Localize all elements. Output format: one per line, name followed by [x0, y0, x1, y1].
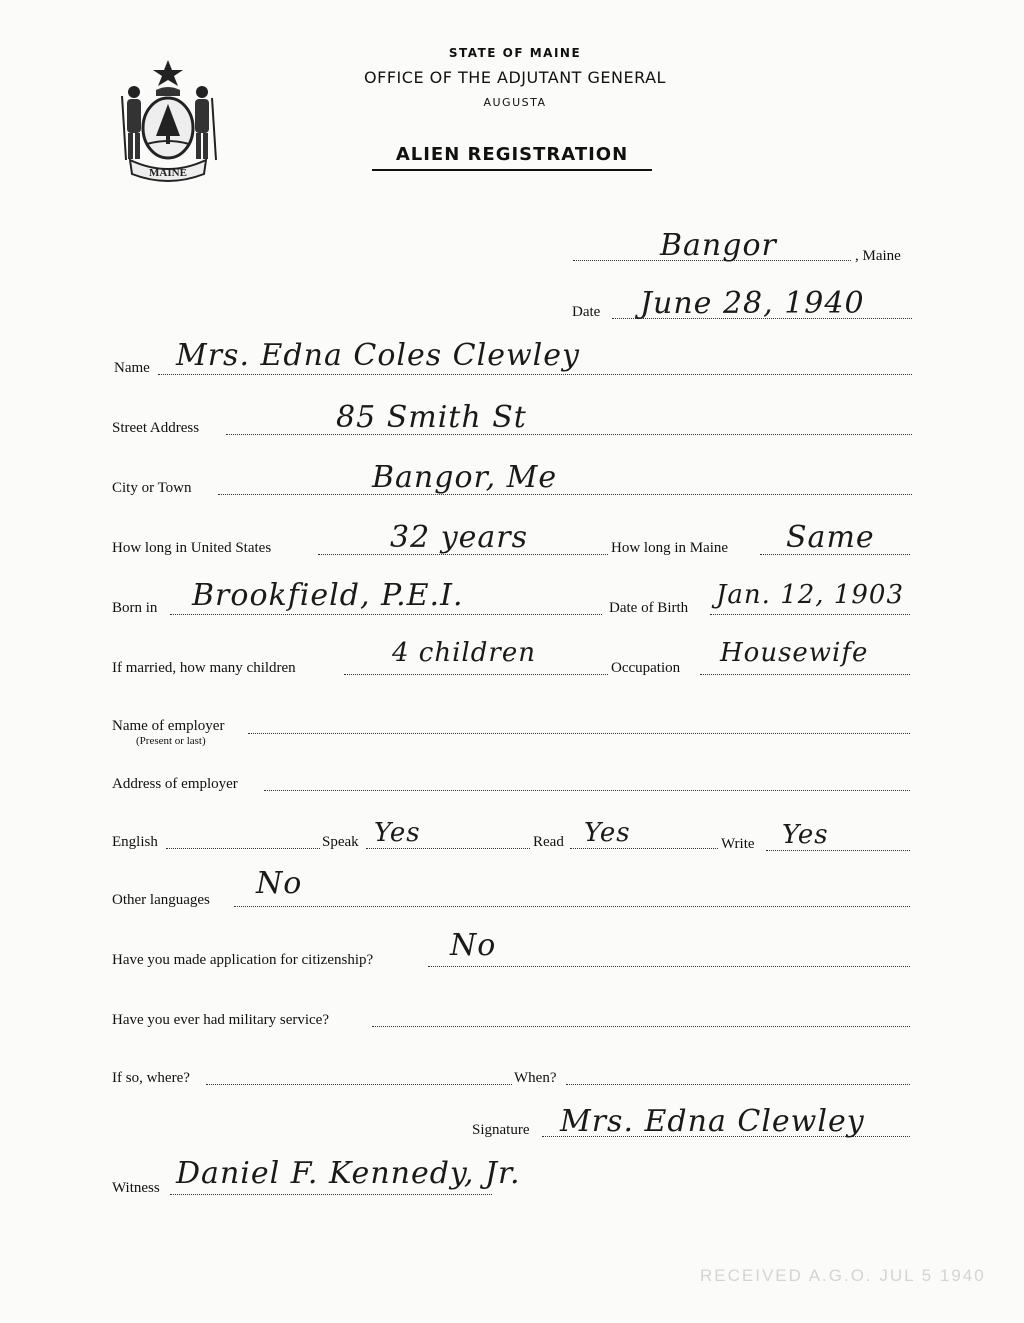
maine-time-value[interactable]: Same — [786, 520, 875, 555]
dob-line — [710, 614, 910, 615]
employer-address-line[interactable] — [264, 790, 910, 791]
when-line[interactable] — [566, 1084, 910, 1085]
name-label: Name — [114, 360, 150, 376]
signature-label: Signature — [472, 1122, 530, 1138]
born-value[interactable]: Brookfield, P.E.I. — [192, 578, 464, 613]
read-value[interactable]: Yes — [584, 818, 631, 848]
employer-address-label: Address of employer — [112, 776, 238, 792]
speak-line — [366, 848, 530, 849]
employer-line[interactable] — [248, 733, 910, 734]
read-label: Read — [533, 834, 564, 850]
name-line — [158, 374, 912, 375]
when-label: When? — [514, 1070, 557, 1086]
town-line — [218, 494, 912, 495]
children-line — [344, 674, 608, 675]
street-value[interactable]: 85 Smith St — [336, 400, 527, 435]
city-heading: AUGUSTA — [483, 96, 547, 109]
street-label: Street Address — [112, 420, 200, 436]
occupation-value[interactable]: Housewife — [720, 638, 869, 668]
witness-label: Witness — [112, 1180, 160, 1196]
born-line — [170, 614, 602, 615]
witness-line — [170, 1194, 492, 1195]
place-value[interactable]: Bangor — [660, 228, 777, 263]
other-languages-line — [234, 906, 910, 907]
street-line — [226, 434, 912, 435]
occupation-label: Occupation — [611, 660, 681, 676]
us-time-value[interactable]: 32 years — [390, 520, 529, 555]
us-time-label: How long in United States — [112, 540, 272, 556]
town-value[interactable]: Bangor, Me — [372, 460, 558, 495]
english-line — [166, 848, 320, 849]
dob-value[interactable]: Jan. 12, 1903 — [716, 580, 904, 610]
place-suffix: , Maine — [855, 248, 901, 264]
military-line[interactable] — [372, 1026, 910, 1027]
title-underline — [372, 169, 652, 171]
speak-value[interactable]: Yes — [374, 818, 421, 848]
other-languages-value[interactable]: No — [256, 866, 303, 901]
military-label: Have you ever had military service? — [112, 1012, 329, 1028]
write-value[interactable]: Yes — [782, 820, 829, 850]
seal-banner-text: MAINE — [149, 167, 187, 179]
signature-value[interactable]: Mrs. Edna Clewley — [560, 1104, 865, 1139]
witness-value[interactable]: Daniel F. Kennedy, Jr. — [176, 1156, 521, 1191]
maine-time-label: How long in Maine — [611, 540, 729, 556]
dob-label: Date of Birth — [609, 600, 689, 616]
where-line[interactable] — [206, 1084, 512, 1085]
town-label: City or Town — [112, 480, 192, 496]
occupation-line — [700, 674, 910, 675]
received-stamp: RECEIVED A.G.O. JUL 5 1940 — [700, 1266, 986, 1285]
state-heading: STATE OF MAINE — [448, 46, 582, 60]
date-label: Date — [572, 304, 601, 320]
where-label: If so, where? — [112, 1070, 190, 1086]
other-languages-label: Other languages — [112, 892, 210, 908]
write-label: Write — [721, 836, 755, 852]
employer-sublabel: (Present or last) — [136, 735, 206, 747]
citizenship-value[interactable]: No — [450, 928, 497, 963]
english-label: English — [112, 834, 158, 850]
date-value[interactable]: June 28, 1940 — [640, 286, 865, 321]
speak-label: Speak — [322, 834, 359, 850]
citizenship-line — [428, 966, 910, 967]
form-title: ALIEN REGISTRATION — [395, 144, 629, 165]
children-label: If married, how many children — [112, 660, 296, 676]
citizenship-label: Have you made application for citizenship? — [112, 952, 374, 968]
office-heading: OFFICE OF THE ADJUTANT GENERAL — [364, 68, 666, 87]
employer-label: Name of employer — [112, 718, 225, 734]
write-line — [766, 850, 910, 851]
name-value[interactable]: Mrs. Edna Coles Clewley — [176, 338, 580, 373]
read-line — [570, 848, 718, 849]
born-label: Born in — [112, 600, 158, 616]
maine-state-seal — [112, 56, 224, 186]
children-value[interactable]: 4 children — [392, 638, 536, 668]
